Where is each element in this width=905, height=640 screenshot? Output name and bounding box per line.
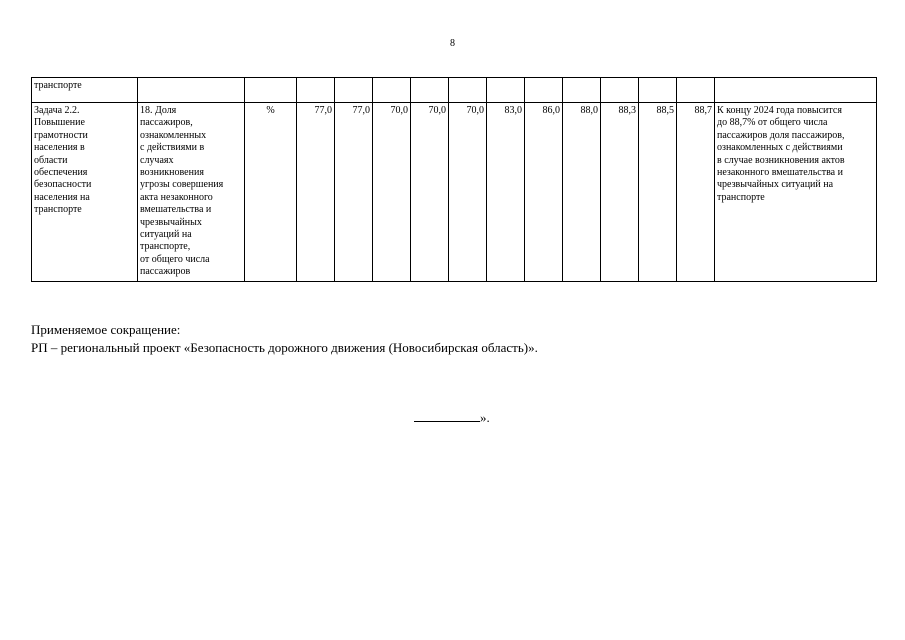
- abbreviation-rp: РП – региональный проект «Безопасность дорожного движения (Новосибирская область)».: [31, 340, 538, 355]
- empty-cell: [411, 78, 449, 103]
- empty-cell: [138, 78, 245, 103]
- value-cell: 77,0: [297, 103, 335, 282]
- task-cell-continuation: транспорте: [32, 78, 138, 103]
- empty-cell: [245, 78, 297, 103]
- signature-line: [414, 411, 480, 422]
- page-number: 8: [450, 38, 455, 49]
- value-cell: 83,0: [487, 103, 525, 282]
- value-cell: 88,5: [639, 103, 677, 282]
- closing-quote: ».: [480, 410, 490, 425]
- table-row: [32, 103, 877, 282]
- empty-cell: [373, 78, 411, 103]
- empty-cell: [335, 78, 373, 103]
- abbreviations-heading: Применяемое сокращение:: [31, 322, 181, 337]
- empty-cell: [639, 78, 677, 103]
- empty-cell: [297, 78, 335, 103]
- indicators-table: [31, 77, 877, 282]
- indicator-cell: 18. Доля пассажиров, ознакомленных с действиями в случаях возникновения угрозы совершения акта незаконного вмешательства и чрезвычайных ситуаций на транспорте, от общего числа пассажиров: [138, 103, 245, 282]
- closing-mark: [414, 410, 490, 426]
- task-cell: Задача 2.2. Повышение грамотности населения в области обеспечения безопасности населения на транспорте: [32, 103, 138, 282]
- empty-cell: [525, 78, 563, 103]
- value-cell: 86,0: [525, 103, 563, 282]
- value-cell: 88,7: [677, 103, 715, 282]
- result-cell: К концу 2024 года повысится до 88,7% от общего числа пассажиров доля пассажиров, ознакомленных с действиями в случае возникновения актов незаконного вмешательства и чрезвычайных ситуаций на транспорте: [715, 103, 877, 282]
- empty-cell: [677, 78, 715, 103]
- table-row-continuation: [32, 78, 877, 103]
- empty-cell: [449, 78, 487, 103]
- value-cell: 70,0: [411, 103, 449, 282]
- value-cell: 88,0: [563, 103, 601, 282]
- value-cell: 70,0: [373, 103, 411, 282]
- empty-cell: [487, 78, 525, 103]
- empty-cell: [601, 78, 639, 103]
- unit-cell: %: [245, 103, 297, 282]
- value-cell: 70,0: [449, 103, 487, 282]
- empty-cell: [715, 78, 877, 103]
- value-cell: 77,0: [335, 103, 373, 282]
- value-cell: 88,3: [601, 103, 639, 282]
- empty-cell: [563, 78, 601, 103]
